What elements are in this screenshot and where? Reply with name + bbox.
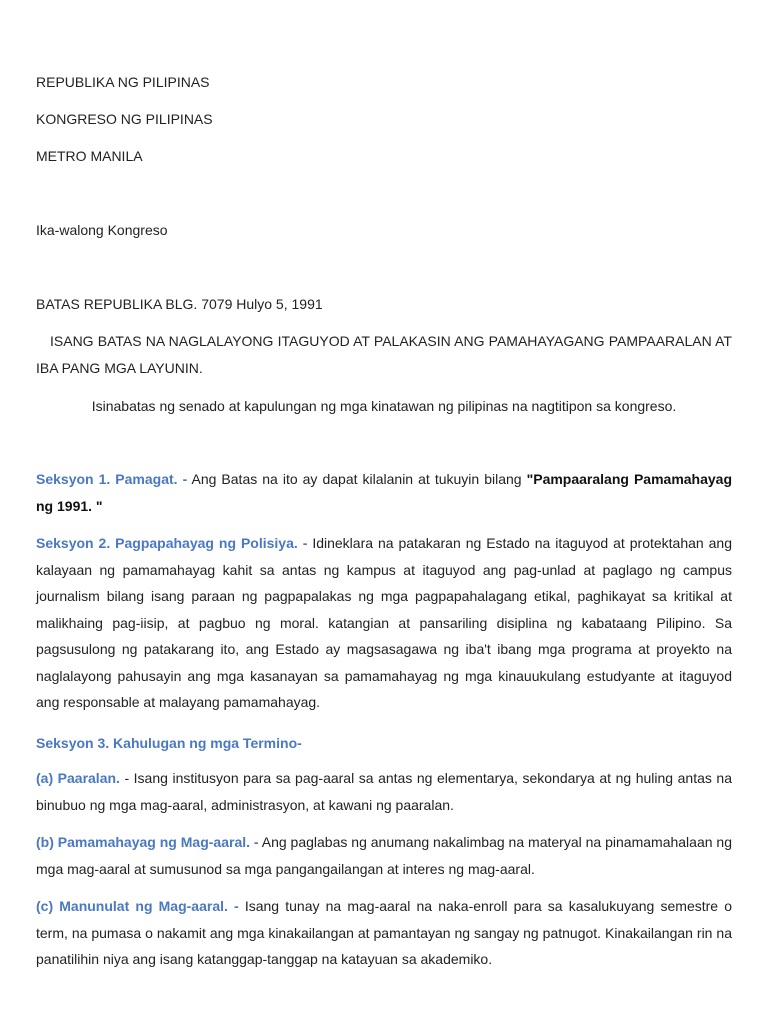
section-3-heading-text: Seksyon 3. Kahulugan ng mga Termino- [36,735,302,751]
section-1-text: Ang Batas na ito ay dapat kilalanin at tukuyin bilang [187,471,527,487]
section-3-heading [36,734,302,752]
header-republic: REPUBLIKA NG PILIPINAS [36,74,210,90]
section-3-item-c [36,893,732,973]
item-b-heading: (b) Pamamahayag ng Mag-aaral. - [36,834,259,850]
enacting-clause: Isinabatas ng senado at kapulungan ng mga kinatawan ng pilipinas na nagtitipon sa kongreso. [91,398,677,414]
item-c-heading: (c) Manunulat ng Mag-aaral. - [36,898,239,914]
item-a-heading: (a) Paaralan. [36,770,120,786]
act-title: ISANG BATAS NA NAGLALAYONG ITAGUYOD AT PALAKASIN ANG PAMAHAYAGANG PAMPAARALAN AT IBA PANG MGA LAYUNIN. [36,333,732,376]
section-1-heading: Seksyon 1. Pamagat. - [36,471,188,487]
header-congress: KONGRESO NG PILIPINAS [36,111,213,127]
congress-session: Ika-walong Kongreso [36,222,168,238]
section-3-item-a [36,765,732,818]
section-1-short-title: "Pampaaralang Pamamahayag ng 1991. " [36,471,733,514]
item-a-text: - Isang institusyon para sa pag-aaral sa antas ng elementarya, sekondarya at ng huling antas na binubuo ng mga mag-aaral, administrasyon, at kawani ng paaralan. [36,770,732,813]
section-2 [36,530,732,716]
section-2-heading: Seksyon 2. Pagpapahayag ng Polisiya. - [36,535,308,551]
item-c-text: Isang tunay na mag-aaral na naka-enroll para sa kasalukuyang semestre o term, na pumasa o nakamit ang mga kinakailangan at pamantayan ng sangay ng patnugot. Kinakailangan rin na panatilihin niya ang isang katanggap-tanggap na katayuan sa akademiko. [36,898,732,967]
header-location: METRO MANILA [36,148,143,164]
item-b-text: Ang paglabas ng anumang nakalimbag na materyal na pinamamahalaan ng mga mag-aaral at sumusunod sa mga pangangailangan at interes ng mag-aaral. [36,834,733,877]
act-number: BATAS REPUBLIKA BLG. 7079 Hulyo 5, 1991 [36,296,323,312]
section-3-item-b [36,829,732,882]
section-1 [36,466,732,519]
section-2-text: Idineklara na patakaran ng Estado na itaguyod at protektahan ang kalayaan ng pamamahayag kahit sa antas ng kampus at itaguyod ang pag-unlad at paglago ng campus journalism bilang isang paraan ng pagpapalakas ng mga pagpapahalagang etikal, paghikayat sa kritikal at malikhaing pag-iisip, at pagbuo ng moral. katangian at pansariling disiplina ng kabataang Pilipino. Sa pagsusulong ng patakarang ito, ang Estado ay magsasagawa ng iba't ibang mga programa at proyekto na naglalayong pahusayin ang mga kasanayan sa pamamahayag ng mga kinauukulang estudyante at itaguyod ang responsable at malayang pamamahayag. [36,535,732,710]
